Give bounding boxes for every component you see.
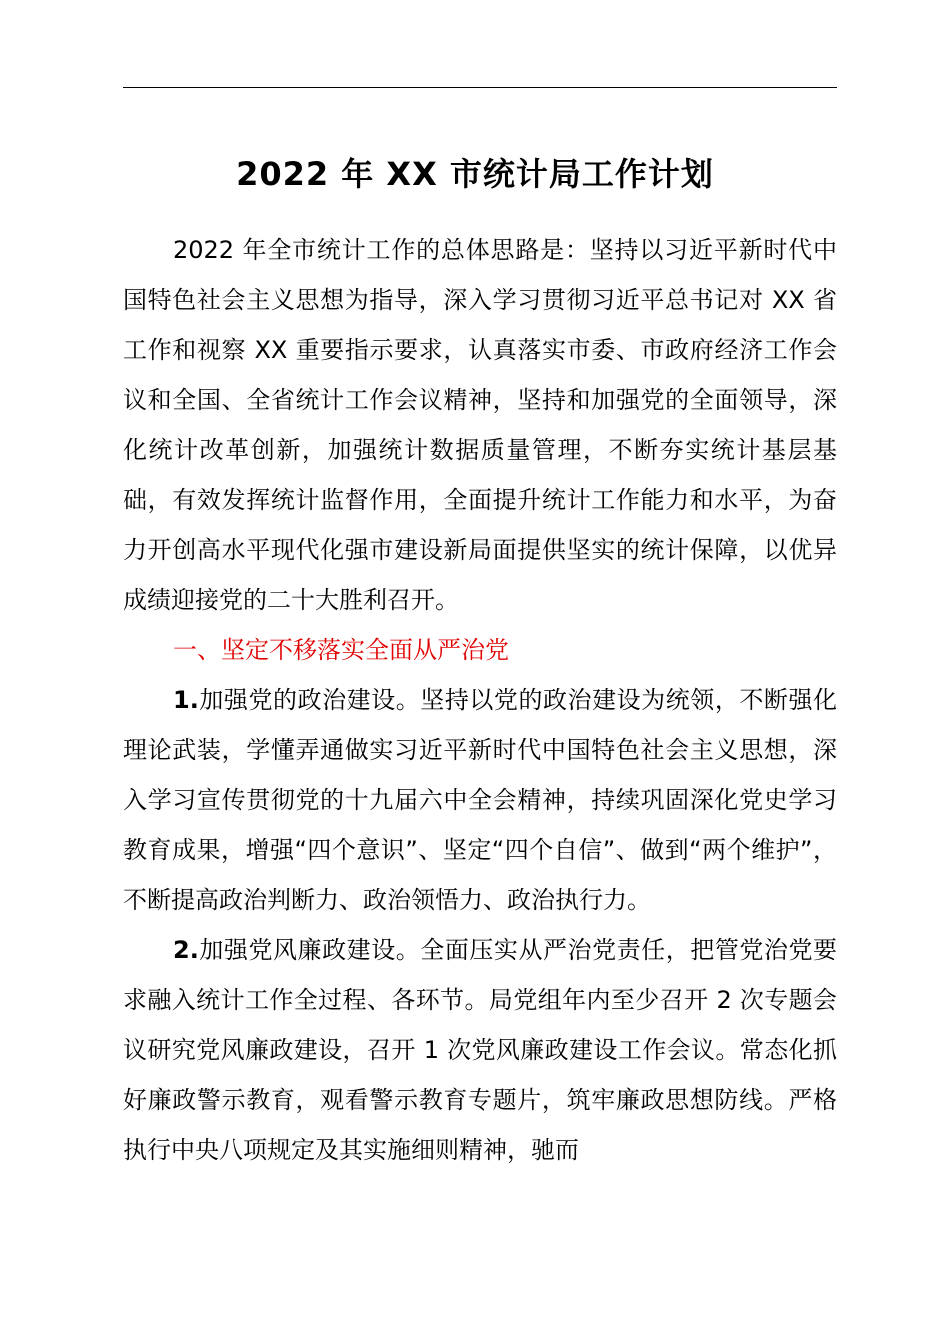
item-1-number: 1.	[173, 686, 199, 714]
section-heading-1: 一、坚定不移落实全面从严治党	[173, 636, 509, 664]
item-2-text: 加强党风廉政建设。全面压实从严治党责任，把管党治党要求融入统计工作全过程、各环节。局党组年内至少召开 2 次专题会议研究党风廉政建设，召开 1 次党风廉政建设工作会议。常态化抓好廉政警示教育，观看警示教育专题片，筑牢廉政思想防线。严格执行中央八项规定及其实施细则精神，驰而	[123, 936, 837, 1164]
item-1-paragraph	[123, 675, 837, 925]
document-body	[123, 225, 837, 1175]
item-1-text: 加强党的政治建设。坚持以党的政治建设为统领，不断强化理论武装，学懂弄通做实习近平新时代中国特色社会主义思想，深入学习宣传贯彻党的十九届六中全会精神，持续巩固深化党史学习教育成果，增强“四个意识”、坚定“四个自信”、做到“两个维护”，不断提高政治判断力、政治领悟力、政治执行力。	[123, 686, 837, 914]
header-rule	[123, 87, 837, 88]
item-2-paragraph	[123, 925, 837, 1175]
item-2-number: 2.	[173, 936, 199, 964]
document-title: 2022 年 XX 市统计局工作计划	[236, 155, 714, 193]
intro-paragraph: 2022 年全市统计工作的总体思路是：坚持以习近平新时代中国特色社会主义思想为指导，深入学习贯彻习近平总书记对 XX 省工作和视察 XX 重要指示要求，认真落实市委、市政府经济工作会议和全国、全省统计工作会议精神，坚持和加强党的全面领导，深化统计改革创新，加强统计数据质量管理，不断夯实统计基层基础，有效发挥统计监督作用，全面提升统计工作能力和水平，为奋力开创高水平现代化强市建设新局面提供坚实的统计保障，以优异成绩迎接党的二十大胜利召开。	[123, 236, 837, 614]
